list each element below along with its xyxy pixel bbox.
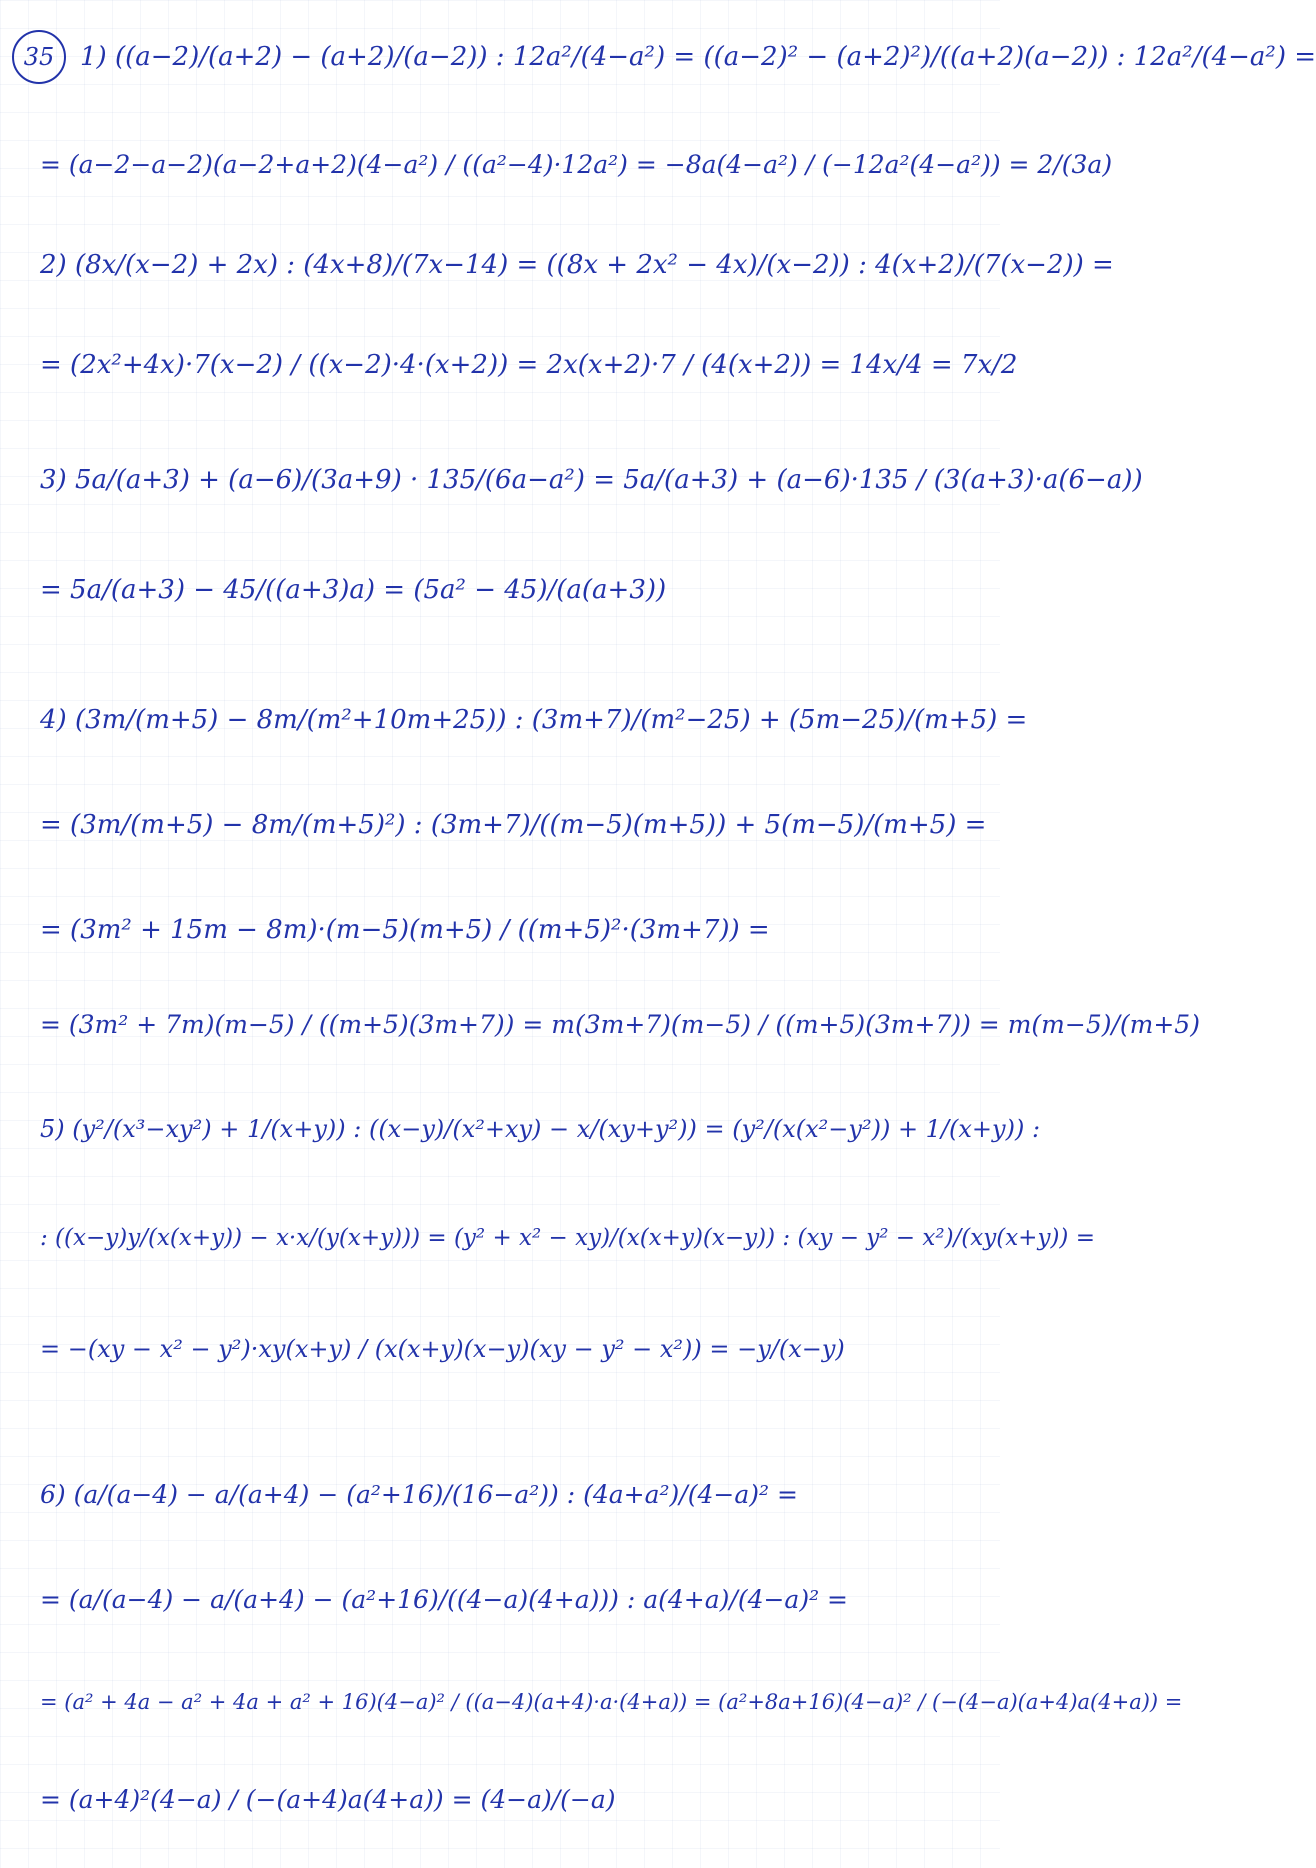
- step-4-line-3: = (3m² + 15m − 8m)·(m−5)(m+5) / ((m+5)²·(3m+7)) =: [40, 915, 770, 945]
- problem-number: 35: [12, 30, 66, 84]
- step-2-line-2: = (2x²+4x)·7(x−2) / ((x−2)·4·(x+2)) = 2x(x+2)·7 / (4(x+2)) = 14x/4 = 7x/2: [40, 350, 1018, 380]
- step-6-line-4: = (a+4)²(4−a) / (−(a+4)a(4+a)) = (4−a)/(−a): [40, 1785, 616, 1814]
- step-1-line-1: 1) ((a−2)/(a+2) − (a+2)/(a−2)) : 12a²/(4−a²) = ((a−2)² − (a+2)²)/((a+2)(a−2)) : 12a²/(4−a²) =: [80, 42, 1316, 72]
- step-6-line-3: = (a² + 4a − a² + 4a + a² + 16)(4−a)² / ((a−4)(a+4)·a·(4+a)) = (a²+8a+16)(4−a)² / (−(4−a)(a+4)a(4+a)) =: [40, 1690, 1183, 1714]
- step-4-line-1: 4) (3m/(m+5) − 8m/(m²+10m+25)) : (3m+7)/(m²−25) + (5m−25)/(m+5) =: [40, 705, 1028, 735]
- step-3-line-1: 3) 5a/(a+3) + (a−6)/(3a+9) · 135/(6a−a²) = 5a/(a+3) + (a−6)·135 / (3(a+3)·a(6−a)): [40, 465, 1143, 495]
- step-5-line-1: 5) (y²/(x³−xy²) + 1/(x+y)) : ((x−y)/(x²+xy) − x/(xy+y²)) = (y²/(x(x²−y²)) + 1/(x+y)) :: [40, 1115, 1041, 1143]
- step-6-line-1: 6) (a/(a−4) − a/(a+4) − (a²+16)/(16−a²)) : (4a+a²)/(4−a)² =: [40, 1480, 798, 1509]
- step-4-line-4: = (3m² + 7m)(m−5) / ((m+5)(3m+7)) = m(3m+7)(m−5) / ((m+5)(3m+7)) = m(m−5)/(m+5): [40, 1010, 1200, 1039]
- step-3-line-2: = 5a/(a+3) − 45/((a+3)a) = (5a² − 45)/(a(a+3)): [40, 575, 667, 605]
- step-5-line-3: = −(xy − x² − y²)·xy(x+y) / (x(x+y)(x−y)(xy − y² − x²)) = −y/(x−y): [40, 1335, 845, 1363]
- step-4-line-2: = (3m/(m+5) − 8m/(m+5)²) : (3m+7)/((m−5)(m+5)) + 5(m−5)/(m+5) =: [40, 810, 987, 840]
- step-1-line-2: = (a−2−a−2)(a−2+a+2)(4−a²) / ((a²−4)·12a²) = −8a(4−a²) / (−12a²(4−a²)) = 2/(3a): [40, 150, 1113, 179]
- step-5-line-2: : ((x−y)y/(x(x+y)) − x·x/(y(x+y))) = (y² + x² − xy)/(x(x+y)(x−y)) : (xy − y² − x²)/(xy(x+y)) =: [40, 1225, 1095, 1251]
- step-2-line-1: 2) (8x/(x−2) + 2x) : (4x+8)/(7x−14) = ((8x + 2x² − 4x)/(x−2)) : 4(x+2)/(7(x−2)) =: [40, 250, 1114, 280]
- step-6-line-2: = (a/(a−4) − a/(a+4) − (a²+16)/((4−a)(4+a))) : a(4+a)/(4−a)² =: [40, 1585, 849, 1614]
